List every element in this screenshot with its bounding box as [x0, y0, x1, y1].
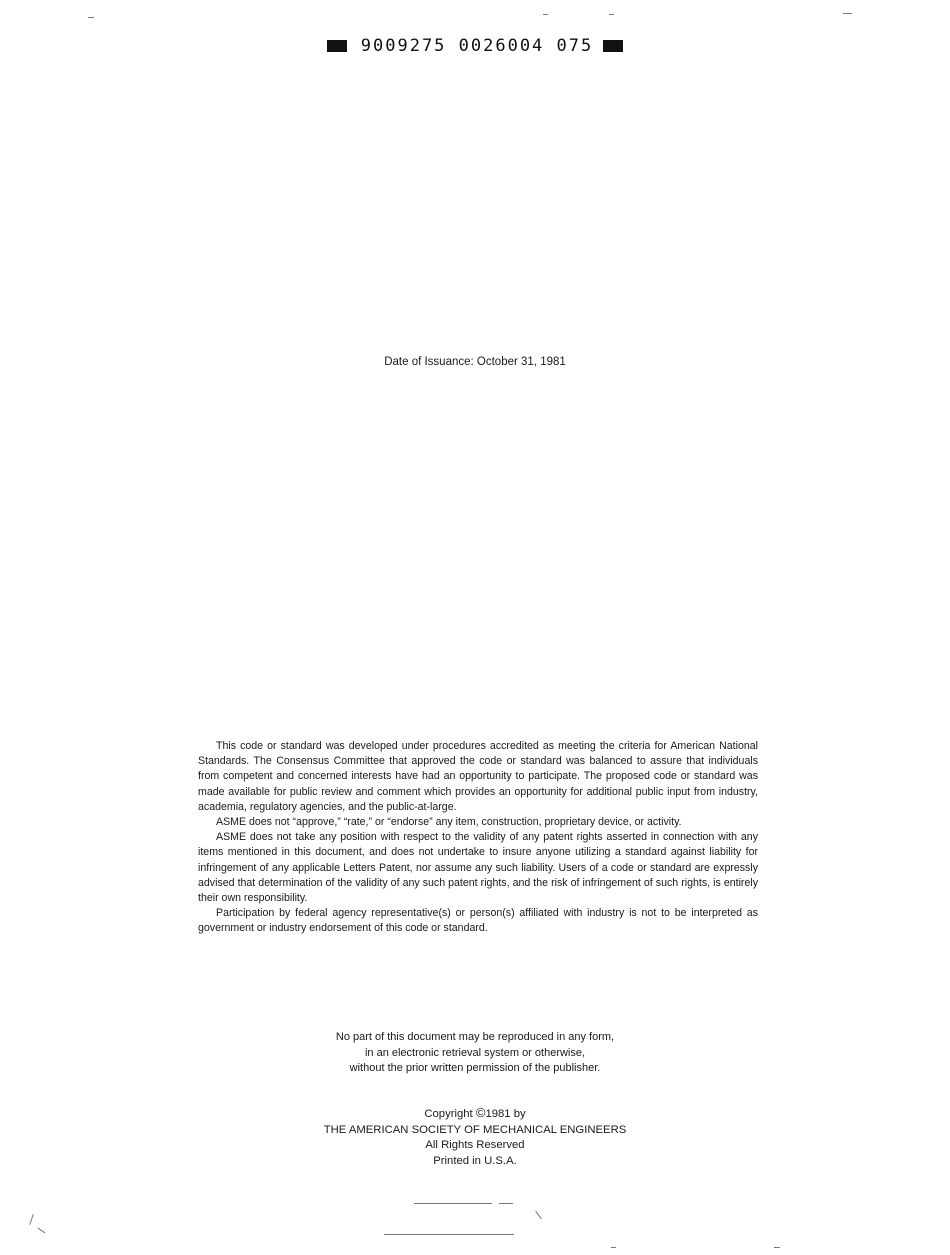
barcode-block-left	[327, 40, 347, 52]
scan-artifact	[384, 1234, 514, 1235]
scan-artifact	[414, 1203, 492, 1204]
scan-artifact	[29, 1214, 34, 1225]
scan-artifact	[609, 14, 614, 15]
notice-paragraph: ASME does not “approve,” “rate,” or “endorse” any item, construction, proprietary device, or activity.	[216, 816, 682, 829]
legal-notice	[198, 739, 758, 937]
publisher-name: THE AMERICAN SOCIETY OF MECHANICAL ENGINEERS	[323, 1123, 627, 1136]
notice-paragraph: This code or standard was developed under procedures accredited as meeting the criteria for American National Standards. The Consensus Committee that approved the code or standard was balanced to assure that individuals from competent and concerned interests have had an opportunity to participate. The proposed code or standard was made available for public review and comment which provides an opportunity for additional public input from industry, academia, regulatory agencies, and the public-at-large.	[198, 740, 758, 813]
copyright-year: 1981 by	[485, 1108, 526, 1120]
reproduction-line: in an electronic retrieval system or otherwise,	[364, 1046, 586, 1059]
copyright-line	[0, 1107, 950, 1123]
scan-artifact	[843, 13, 852, 14]
scan-artifact	[499, 1203, 513, 1204]
scan-artifact	[88, 17, 94, 18]
reproduction-line: without the prior written permission of the publisher.	[349, 1062, 601, 1074]
scan-artifact	[543, 14, 548, 15]
barcode-number: 9009275 0026004 075	[360, 36, 594, 56]
scan-artifact	[38, 1228, 46, 1234]
notice-paragraph: ASME does not take any position with respect to the validity of any patent rights asserted in connection with any items mentioned in this document, and does not undertake to insure anyone utilizing a standard against liability for infringement of any applicable Letters Patent, nor assume any such liability. Users of a code or standard are expressly advised that determination of the validity of any such patent rights, and the risk of infringement of such rights, is entirely their own responsibility.	[198, 831, 758, 905]
copyright-prefix: Copyright	[424, 1108, 473, 1120]
scan-artifact	[611, 1247, 616, 1248]
date-of-issuance: Date of Issuance: October 31, 1981	[384, 356, 566, 368]
copyright-symbol: ©	[475, 1105, 486, 1120]
copyright-block	[0, 1107, 950, 1169]
rights-reserved: All Rights Reserved	[425, 1139, 525, 1152]
reproduction-notice	[0, 1030, 950, 1077]
printed-in: Printed in U.S.A.	[433, 1154, 517, 1167]
reproduction-line: No part of this document may be reproduced in any form,	[335, 1031, 615, 1043]
notice-paragraph: Participation by federal agency representative(s) or person(s) affiliated with industry is not to be interpreted as government or industry endorsement of this code or standard.	[198, 907, 758, 935]
scan-artifact	[535, 1211, 542, 1220]
barcode-header	[0, 36, 950, 56]
scan-artifact	[774, 1247, 780, 1248]
barcode-block-right	[603, 40, 623, 52]
